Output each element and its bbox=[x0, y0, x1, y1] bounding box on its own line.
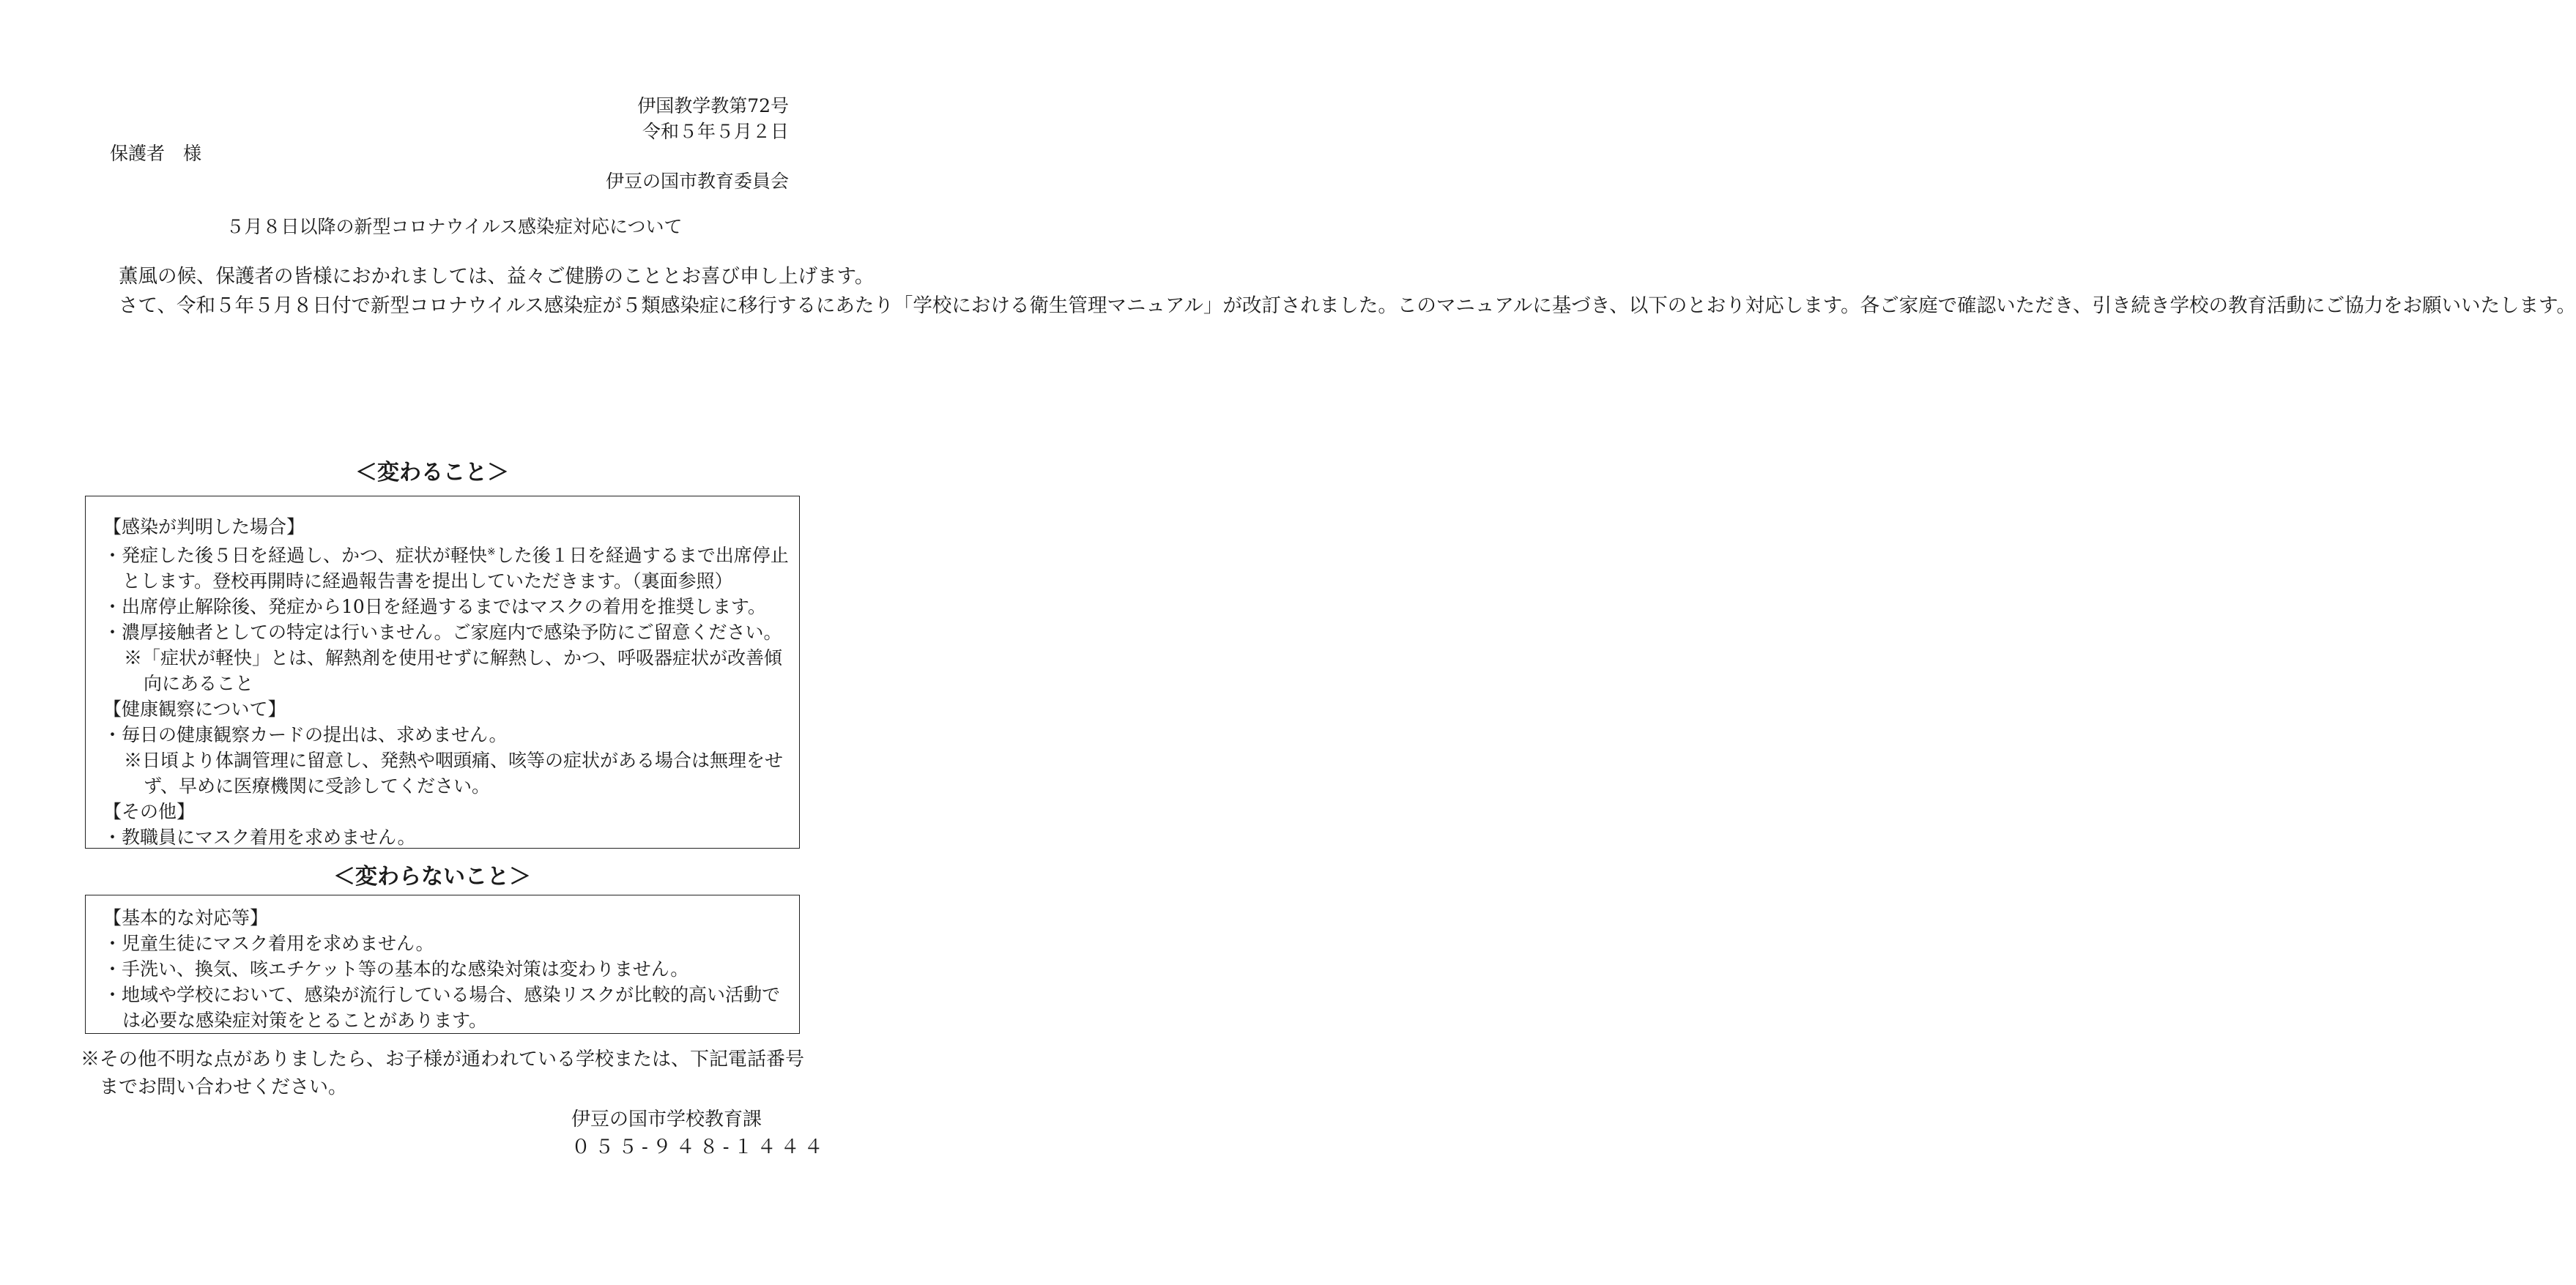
health-note: ※日頃より体調管理に留意し、発熱や咽頭痛、咳等の症状がある場合は無理をせず、早めに医療機関に受診してください。 bbox=[124, 750, 784, 797]
basic-item-3: ・地域や学校において、感染が流行している場合、感染リスクが比較的高い活動では必要な感染症対策をとることがあります。 bbox=[103, 984, 781, 1031]
greeting-paragraph: 薫風の候、保護者の皆様におかれましては、益々ご健勝のこととお喜び申し上げます。 bbox=[119, 265, 875, 288]
contact-phone: ０５５-９４８-１４４４ bbox=[571, 1136, 828, 1158]
infection-note: ※「症状が軽快」とは、解熱剤を使用せずに解熱し、かつ、呼吸器症状が改善傾向にあること bbox=[124, 647, 783, 694]
infection-item-2: ・出席停止解除後、発症から10日を経過するまではマスクの着用を推奨します。 bbox=[103, 596, 766, 617]
sender: 伊豆の国市教育委員会 bbox=[605, 171, 789, 192]
health-heading: 【健康観察について】 bbox=[103, 699, 286, 720]
footer-note-text: ※その他不明な点がありましたら、お子様が通われている学校または、下記電話番号までお問い合わせください。 bbox=[81, 1049, 805, 1098]
document-date: 令和５年５月２日 bbox=[642, 121, 789, 142]
changes-heading: ＜変わること＞ bbox=[355, 460, 509, 485]
document-title: ５月８日以降の新型コロナウイルス感染症対応について bbox=[226, 216, 683, 237]
infection-item-1-text-a: ・発症した後５日を経過し、かつ、症状が軽快 bbox=[103, 545, 488, 566]
basic-item-2: ・手洗い、換気、咳エチケット等の基本的な感染対策は変わりません。 bbox=[103, 958, 689, 980]
intro-paragraph: さて、令和５年５月８日付で新型コロナウイルス感染症が５類感染症に移行するにあたり「学校における衛生管理マニュアル」が改訂されました。このマニュアルに基づき、以下のとおり対応します。各ご家庭で確認いただき、引き続き学校の教育活動にご協力をお願いいたします。 bbox=[119, 294, 2576, 317]
body-text bbox=[99, 262, 2576, 321]
footer-note bbox=[81, 1046, 806, 1101]
other-item-1: ・教職員にマスク着用を求めません。 bbox=[103, 827, 416, 848]
document-number: 伊国教学教第72号 bbox=[637, 95, 789, 116]
unchanged-box bbox=[85, 895, 800, 1034]
infection-item-1 bbox=[103, 540, 790, 594]
health-item-1: ・毎日の健康観察カードの提出は、求めません。 bbox=[103, 724, 508, 745]
infection-heading: 【感染が判明した場合】 bbox=[103, 516, 305, 537]
contact-department: 伊豆の国市学校教育課 bbox=[571, 1109, 762, 1131]
changes-box bbox=[85, 496, 800, 849]
basic-heading: 【基本的な対応等】 bbox=[103, 907, 269, 928]
infection-item-1-text-b: した後１日を経過するまで出席停止とします。登校再開時に経過報告書を提出していただきます。（裏面参照） bbox=[122, 545, 789, 592]
addressee: 保護者 様 bbox=[110, 143, 202, 164]
unchanged-heading: ＜変わらないこと＞ bbox=[333, 864, 531, 890]
other-heading: 【その他】 bbox=[103, 801, 196, 822]
infection-item-3: ・濃厚接触者としての特定は行いません。ご家庭内で感染予防にご留意ください。 bbox=[103, 622, 782, 643]
basic-item-1: ・児童生徒にマスク着用を求めません。 bbox=[103, 933, 434, 954]
footnote-mark: ※ bbox=[487, 546, 496, 558]
